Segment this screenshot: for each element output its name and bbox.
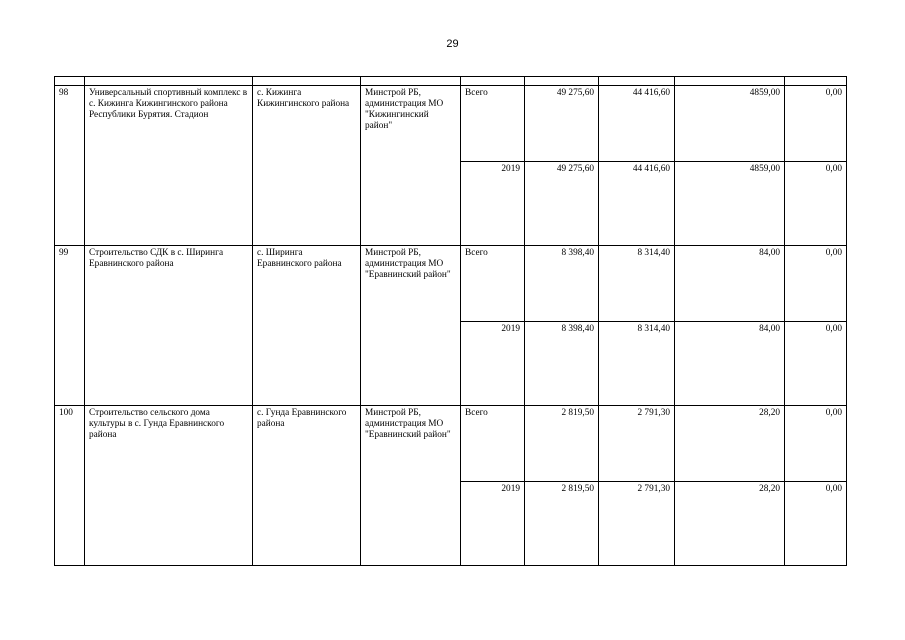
table-row xyxy=(55,246,847,322)
value-cell: 84,00 xyxy=(675,322,785,406)
object-customer: Минстрой РБ, администрация МО "Кижингинский район" xyxy=(361,86,461,246)
period-label: 2019 xyxy=(461,322,525,406)
value-cell: 2 791,30 xyxy=(599,482,675,566)
object-customer: Минстрой РБ, администрация МО "Еравнинский район" xyxy=(361,246,461,406)
value-cell: 44 416,60 xyxy=(599,86,675,162)
value-cell: 44 416,60 xyxy=(599,162,675,246)
object-customer: Минстрой РБ, администрация МО "Еравнинский район" xyxy=(361,406,461,566)
value-cell: 8 398,40 xyxy=(525,246,599,322)
value-cell: 8 314,40 xyxy=(599,246,675,322)
value-cell: 4859,00 xyxy=(675,162,785,246)
value-cell: 28,20 xyxy=(675,482,785,566)
period-label: 2019 xyxy=(461,482,525,566)
header-spacer-row xyxy=(55,77,847,86)
value-cell: 0,00 xyxy=(785,86,847,162)
row-number: 98 xyxy=(55,86,85,246)
value-cell: 28,20 xyxy=(675,406,785,482)
object-location: с. Ширинга Еравнинского района xyxy=(253,246,361,406)
row-number: 100 xyxy=(55,406,85,566)
period-label: Всего xyxy=(461,86,525,162)
object-name: Строительство сельского дома культуры в с. Гунда Еравнинского района xyxy=(85,406,253,566)
value-cell: 0,00 xyxy=(785,246,847,322)
period-label: 2019 xyxy=(461,162,525,246)
object-name: Универсальный спортивный комплекс в с. Кижинга Кижингинского района Республики Бурятия. Стадион xyxy=(85,86,253,246)
table-row xyxy=(55,406,847,482)
value-cell: 8 398,40 xyxy=(525,322,599,406)
value-cell: 0,00 xyxy=(785,162,847,246)
construction-objects-table xyxy=(54,76,847,566)
row-number: 99 xyxy=(55,246,85,406)
value-cell: 0,00 xyxy=(785,322,847,406)
table-row xyxy=(55,86,847,162)
page-number: 29 xyxy=(446,38,459,50)
object-name: Строительство СДК в с. Ширинга Еравнинского района xyxy=(85,246,253,406)
value-cell: 2 819,50 xyxy=(525,482,599,566)
value-cell: 84,00 xyxy=(675,246,785,322)
value-cell: 0,00 xyxy=(785,482,847,566)
object-location: с. Гунда Еравнинского района xyxy=(253,406,361,566)
value-cell: 4859,00 xyxy=(675,86,785,162)
value-cell: 49 275,60 xyxy=(525,86,599,162)
value-cell: 2 819,50 xyxy=(525,406,599,482)
period-label: Всего xyxy=(461,246,525,322)
value-cell: 8 314,40 xyxy=(599,322,675,406)
period-label: Всего xyxy=(461,406,525,482)
value-cell: 49 275,60 xyxy=(525,162,599,246)
value-cell: 2 791,30 xyxy=(599,406,675,482)
value-cell: 0,00 xyxy=(785,406,847,482)
object-location: с. Кижинга Кижингинского района xyxy=(253,86,361,246)
